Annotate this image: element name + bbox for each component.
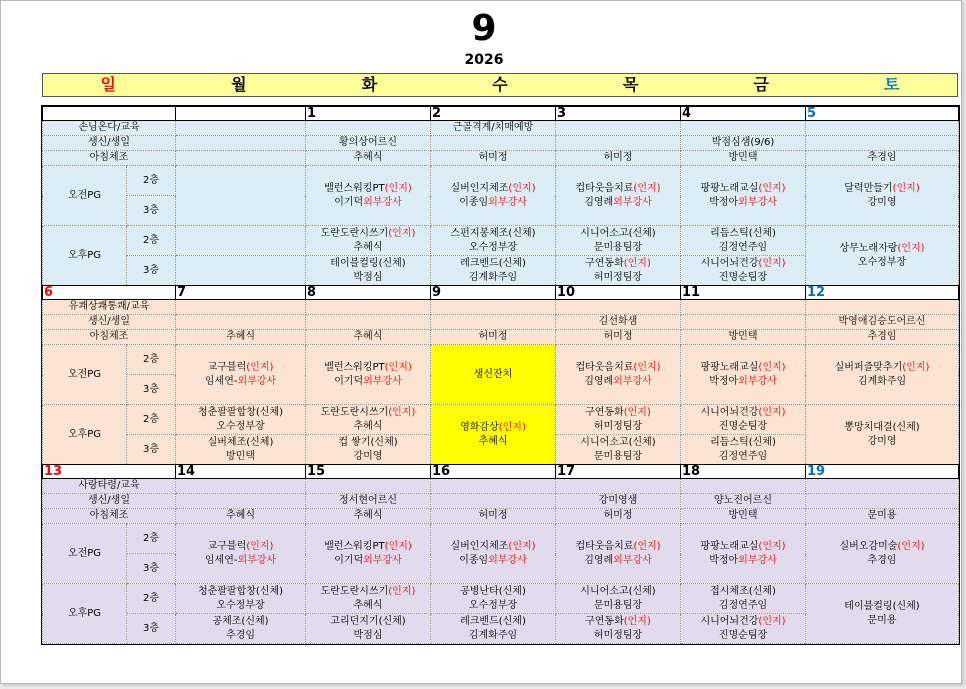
program-leader: 강미영 xyxy=(353,450,383,462)
date-cell: 8 xyxy=(306,286,431,300)
program-title: 실버체조(신체) xyxy=(207,436,274,448)
weekday-5: 금 xyxy=(753,75,769,94)
theme-row xyxy=(43,300,959,315)
program-leader: 방민택 xyxy=(226,450,255,462)
pm-program-cell xyxy=(681,226,806,256)
pm-program-cell xyxy=(176,584,306,614)
row-label: 아침체조 xyxy=(43,151,176,166)
red-note: 외부강사 xyxy=(363,196,402,208)
am-row-2f xyxy=(43,166,959,196)
red-note: 외부강사 xyxy=(363,375,402,387)
am-program-cell: 실버인지체조(인지) 이종임외부강사 xyxy=(431,166,556,226)
exercise-row xyxy=(43,330,959,345)
program-leader: 허미정팀장 xyxy=(593,420,643,432)
birthday-cell: 정서현어르신 xyxy=(306,494,431,509)
program-title: 컵 쌓기(신체) xyxy=(338,436,398,448)
pm-program-cell xyxy=(306,435,431,465)
weekday-4: 목 xyxy=(622,75,639,94)
pm-program-cell xyxy=(306,614,431,644)
floor-label: 3층 xyxy=(127,435,176,465)
program-leader: 오수정부장 xyxy=(857,256,907,268)
program-leader: 김계화주임 xyxy=(468,629,518,641)
birthday-cell xyxy=(176,494,306,509)
tag-cognitive: (인지) xyxy=(758,257,786,269)
red-note: (인지) xyxy=(758,540,786,552)
birthday-cell: 박점심샘(9/6) xyxy=(681,136,806,151)
weekday-6: 토 xyxy=(884,75,900,94)
date-cell: 16 xyxy=(431,465,556,479)
tag-cognitive: (인지) xyxy=(388,227,416,239)
red-note: 외부강사 xyxy=(738,375,777,387)
date-cell xyxy=(176,107,306,121)
am-program-cell: 컵타웃음치료(인지) 김영례외부강사 xyxy=(556,345,681,405)
row-label: 오전PG xyxy=(43,345,127,405)
red-note: (인지) xyxy=(897,540,925,552)
birthday-cell xyxy=(306,315,431,330)
theme-cell: 손님온다/교육 xyxy=(43,121,176,136)
exercise-cell: 방민택 xyxy=(681,330,806,345)
birthday-cell: 강미영샘 xyxy=(556,494,681,509)
tag-cognitive: (인지) xyxy=(623,257,651,269)
date-cell xyxy=(43,107,176,121)
program-title: 레크밴드(신체) xyxy=(460,257,526,269)
theme-cell: 유쾌상쾌통쾌/교육 xyxy=(43,300,176,315)
program-leader: 문미용팀장 xyxy=(593,241,643,253)
floor-label: 2층 xyxy=(127,584,176,614)
exercise-cell: 문미용 xyxy=(806,509,959,524)
row-label: 아침체조 xyxy=(43,330,176,345)
tag-cognitive: (인지) xyxy=(897,242,925,254)
exercise-cell: 허미정 xyxy=(556,151,681,166)
program-title: 테이블컬링(신체) xyxy=(844,600,920,612)
program-title: 구연동화(인지) xyxy=(585,615,651,627)
program-leader: 추혜식 xyxy=(353,420,383,432)
program-leader: 오수정부장 xyxy=(216,420,265,432)
movie-cell xyxy=(431,405,556,465)
pm-program-cell xyxy=(431,584,556,614)
event-cell: 근골격계/치매예방 xyxy=(431,121,556,136)
floor-label: 2층 xyxy=(127,226,176,256)
pm-program-cell xyxy=(556,256,681,286)
program-leader: 문미용팀장 xyxy=(593,599,643,611)
red-note: (인지) xyxy=(633,182,661,194)
weekday-1: 월 xyxy=(231,75,247,94)
red-note: 외부강사 xyxy=(613,554,652,566)
date-cell: 10 xyxy=(556,286,681,300)
red-note: 외부강사 xyxy=(237,375,277,387)
birthday-cell xyxy=(176,315,306,330)
red-note: (인지) xyxy=(246,361,274,373)
date-cell: 15 xyxy=(306,465,431,479)
am-program-cell: 교구블럭(인지) 임세연-외부강사 xyxy=(176,345,306,405)
birthday-cell xyxy=(806,494,959,509)
birthday-cell xyxy=(681,315,806,330)
am-row-2f xyxy=(43,524,959,554)
date-cell: 1 xyxy=(306,107,431,121)
weekday-2: 화 xyxy=(361,75,378,94)
row-label: 오후PG xyxy=(43,584,127,644)
program-leader: 추혜식 xyxy=(353,241,383,253)
pm-program-cell xyxy=(681,435,806,465)
pm-program-cell xyxy=(176,614,306,644)
tag-cognitive: (인지) xyxy=(498,421,526,433)
pm-program-cell xyxy=(306,584,431,614)
program-title: 시니어소고(신체) xyxy=(580,436,656,448)
red-note: (인지) xyxy=(384,540,412,552)
program-leader: 허미정팀장 xyxy=(593,629,643,641)
program-title: 영화감상(인지) xyxy=(460,421,526,433)
exercise-cell: 허미정 xyxy=(556,330,681,345)
program-leader: 김정연주임 xyxy=(718,450,768,462)
am-program-cell: 컵타웃음치료(인지) 김영례외부강사 xyxy=(556,166,681,226)
red-note: (인지) xyxy=(902,361,930,373)
am-program-cell: 밸런스워킹PT(인지) 이기덕외부강사 xyxy=(306,524,431,584)
red-note: (인지) xyxy=(246,540,274,552)
exercise-cell: 방민택 xyxy=(681,151,806,166)
date-cell: 17 xyxy=(556,465,681,479)
am-program-cell: 컵타웃음치료(인지) 김영례외부강사 xyxy=(556,524,681,584)
pm-program-cell xyxy=(681,584,806,614)
am-program-cell: 실버오감미술(인지) 추경임 xyxy=(806,524,959,584)
exercise-cell: 허미정 xyxy=(431,330,556,345)
tag-cognitive: (인지) xyxy=(758,615,786,627)
row-label: 오전PG xyxy=(43,524,127,584)
date-cell: 14 xyxy=(176,465,306,479)
red-note: 외부강사 xyxy=(613,196,652,208)
floor-label: 2층 xyxy=(127,345,176,375)
floor-label: 3층 xyxy=(127,196,176,226)
date-cell: 12 xyxy=(806,286,959,300)
row-label: 생신/생일 xyxy=(43,315,176,330)
program-title: 청춘팔팔합창(신체) xyxy=(197,585,284,597)
red-note: (인지) xyxy=(633,540,661,552)
exercise-row xyxy=(43,509,959,524)
year: 2026 xyxy=(464,52,504,68)
red-note: (인지) xyxy=(384,361,412,373)
am-program-cell: 밸런스워킹PT(인지) 이기덕외부강사 xyxy=(306,166,431,226)
exercise-row xyxy=(43,151,959,166)
birthday-row xyxy=(43,136,959,151)
red-note: (인지) xyxy=(384,182,412,194)
red-note: 외부강사 xyxy=(738,554,777,566)
program-title: 상무노래자랑(인지) xyxy=(839,242,925,254)
program-leader: 오수정부장 xyxy=(468,599,518,611)
pm-program-cell xyxy=(556,435,681,465)
theme-cell: 사랑타령/교육 xyxy=(43,479,176,494)
birthday-row xyxy=(43,315,959,330)
am-row-2f xyxy=(43,345,959,375)
tag-cognitive: (인지) xyxy=(623,615,651,627)
date-cell: 4 xyxy=(681,107,806,121)
red-note: (인지) xyxy=(758,361,786,373)
red-note: 외부강사 xyxy=(363,554,402,566)
floor-label: 3층 xyxy=(127,256,176,286)
program-title: 시니어뇌건강(인지) xyxy=(700,615,786,627)
schedule-table xyxy=(42,106,959,644)
birthday-row xyxy=(43,494,959,509)
program-leader: 추경임 xyxy=(226,629,255,641)
program-title: 구연동화(인지) xyxy=(585,257,651,269)
program-title: 시니어소고(신체) xyxy=(580,227,656,239)
date-cell: 19 xyxy=(806,465,959,479)
program-leader: 김계화주임 xyxy=(468,271,518,283)
date-cell: 9 xyxy=(431,286,556,300)
date-cell: 2 xyxy=(431,107,556,121)
exercise-cell: 추혜식 xyxy=(306,151,431,166)
row-label: 아침체조 xyxy=(43,509,176,524)
program-title: 뽕망치대결(신체) xyxy=(844,421,920,433)
program-title: 도란도란시쓰기(인지) xyxy=(320,406,416,418)
red-note: 외부강사 xyxy=(613,375,652,387)
pm-program-cell xyxy=(176,226,306,256)
date-cell: 11 xyxy=(681,286,806,300)
am-program-cell: 밸런스워킹PT(인지) 이기덕외부강사 xyxy=(306,345,431,405)
program-leader: 진명순팀장 xyxy=(718,629,768,641)
pm-program-cell xyxy=(176,435,306,465)
red-note: 외부강사 xyxy=(237,554,277,566)
row-label: 오후PG xyxy=(43,226,127,286)
exercise-cell: 추경임 xyxy=(806,151,959,166)
pm-program-cell xyxy=(681,256,806,286)
birthday-cell xyxy=(431,315,556,330)
program-title: 시니어뇌건강(인지) xyxy=(700,257,786,269)
program-title: 리듬스틱(신체) xyxy=(710,227,776,239)
am-program-cell: 교구블럭(인지) 임세연-외부강사 xyxy=(176,524,306,584)
floor-label: 3층 xyxy=(127,554,176,584)
row-label: 오전PG xyxy=(43,166,127,226)
pm-program-cell xyxy=(176,405,306,435)
birthday-cell: 김선화샘 xyxy=(556,315,681,330)
pm-row-2f xyxy=(43,584,959,614)
tag-cognitive: (인지) xyxy=(388,585,416,597)
red-note: (인지) xyxy=(892,182,920,194)
date-cell: 6 xyxy=(43,286,176,300)
pm-program-cell xyxy=(681,405,806,435)
date-row xyxy=(43,107,959,121)
program-leader: 김정연주임 xyxy=(718,241,768,253)
program-title: 시니어뇌건강(인지) xyxy=(700,406,786,418)
pm-row-2f xyxy=(43,226,959,256)
red-note: 외부강사 xyxy=(488,196,527,208)
pm-program-cell xyxy=(306,226,431,256)
birthday-cell xyxy=(431,136,556,151)
exercise-cell: 추경임 xyxy=(806,330,959,345)
am-program-cell: 실버인지체조(인지) 이종임외부강사 xyxy=(431,524,556,584)
date-cell: 13 xyxy=(43,465,176,479)
exercise-cell: 추혜식 xyxy=(306,330,431,345)
month-number: 9 xyxy=(471,8,497,49)
row-label: 생신/생일 xyxy=(43,494,176,509)
red-note: (인지) xyxy=(508,540,536,552)
program-leader: 오수정부장 xyxy=(468,241,518,253)
program-title: 레크밴드(신체) xyxy=(460,615,526,627)
pm-row-2f xyxy=(43,405,959,435)
birthday-cell xyxy=(556,136,681,151)
date-row xyxy=(43,286,959,300)
floor-label: 2층 xyxy=(127,166,176,196)
red-note: 외부강사 xyxy=(488,554,527,566)
am-program-cell: 팡팡노래교실(인지) 박정아외부강사 xyxy=(681,524,806,584)
program-leader: 추혜식 xyxy=(353,599,383,611)
floor-label: 2층 xyxy=(127,524,176,554)
program-title: 시니어소고(신체) xyxy=(580,585,656,597)
exercise-cell: 허미정 xyxy=(431,509,556,524)
pm-program-cell xyxy=(556,614,681,644)
am-program-cell xyxy=(176,166,306,226)
weekday-0: 일 xyxy=(100,75,117,94)
row-label: 오후PG xyxy=(43,405,127,465)
program-leader: 강미영 xyxy=(867,435,897,447)
birthday-cell: 박영애김승도어르신 xyxy=(806,315,959,330)
theme-row xyxy=(43,121,959,136)
pm-program-cell xyxy=(556,226,681,256)
exercise-cell: 추혜식 xyxy=(176,509,306,524)
date-cell: 3 xyxy=(556,107,681,121)
program-leader: 문미용팀장 xyxy=(593,450,643,462)
weekday-3: 수 xyxy=(492,75,508,94)
floor-label: 3층 xyxy=(127,375,176,405)
program-title: 고리던지기(신체) xyxy=(330,615,406,627)
program-title: 테이블컬링(신체) xyxy=(330,257,406,269)
am-program-cell: 팡팡노래교실(인지) 박정아외부강사 xyxy=(681,166,806,226)
program-leader: 진명순팀장 xyxy=(718,271,768,283)
tag-cognitive: (인지) xyxy=(623,406,651,418)
pm-program-cell xyxy=(556,405,681,435)
pm-program-cell xyxy=(806,584,959,644)
pm-program-cell xyxy=(306,256,431,286)
pm-program-cell xyxy=(176,256,306,286)
program-title: 스펀지봉체조(신체) xyxy=(450,227,536,239)
program-title: 구연동화(인지) xyxy=(585,406,651,418)
am-program-cell: 팡팡노래교실(인지) 박정아외부강사 xyxy=(681,345,806,405)
program-title: 도란도란시쓰기(인지) xyxy=(320,585,416,597)
exercise-cell: 추혜식 xyxy=(176,330,306,345)
pm-program-cell xyxy=(306,405,431,435)
pm-program-cell xyxy=(431,226,556,256)
exercise-cell: 추혜식 xyxy=(306,509,431,524)
program-leader: 진명순팀장 xyxy=(718,420,768,432)
floor-label: 2층 xyxy=(127,405,176,435)
program-leader: 문미용 xyxy=(867,614,897,626)
pm-program-cell xyxy=(556,584,681,614)
tag-cognitive: (인지) xyxy=(388,406,416,418)
pm-program-cell xyxy=(431,256,556,286)
birthday-cell: 황의상어르신 xyxy=(306,136,431,151)
exercise-cell xyxy=(176,151,306,166)
red-note: 외부강사 xyxy=(738,196,777,208)
floor-label: 3층 xyxy=(127,614,176,644)
birthday-party-cell: 생신잔치 xyxy=(431,345,556,405)
pm-program-cell xyxy=(806,226,959,286)
program-title: 리듬스틱(신체) xyxy=(710,436,776,448)
pm-program-cell xyxy=(681,614,806,644)
program-title: 청춘팔팔합창(신체) xyxy=(197,406,284,418)
red-note: (인지) xyxy=(758,182,786,194)
theme-row xyxy=(43,479,959,494)
date-cell: 5 xyxy=(806,107,959,121)
program-title: 공체조(신체) xyxy=(212,615,269,627)
am-program-cell: 달력만들기(인지) 강미영 xyxy=(806,166,959,226)
birthday-cell: 양노진어르신 xyxy=(681,494,806,509)
program-leader: 박점심 xyxy=(353,629,383,641)
tag-cognitive: (인지) xyxy=(758,406,786,418)
pm-program-cell xyxy=(431,614,556,644)
birthday-cell xyxy=(176,136,306,151)
row-label: 생신/생일 xyxy=(43,136,176,151)
program-leader: 박점심 xyxy=(353,271,383,283)
exercise-cell: 허미정 xyxy=(431,151,556,166)
date-cell: 7 xyxy=(176,286,306,300)
program-leader: 오수정부장 xyxy=(216,599,265,611)
date-row xyxy=(43,465,959,479)
red-note: (인지) xyxy=(633,361,661,373)
program-leader: 김정연주임 xyxy=(718,599,768,611)
weekday-header xyxy=(42,73,958,97)
exercise-cell: 허미정 xyxy=(556,509,681,524)
program-title: 공병난타(신체) xyxy=(460,585,526,597)
pm-program-cell xyxy=(806,405,959,465)
program-leader: 추혜식 xyxy=(478,435,508,447)
exercise-cell: 방민택 xyxy=(681,509,806,524)
program-title: 도란도란시쓰기(인지) xyxy=(320,227,416,239)
program-leader: 허미정팀장 xyxy=(593,271,643,283)
birthday-cell xyxy=(431,494,556,509)
program-title: 접시체조(신체) xyxy=(710,585,776,597)
date-cell: 18 xyxy=(681,465,806,479)
red-note: (인지) xyxy=(508,182,536,194)
birthday-cell xyxy=(806,136,959,151)
am-program-cell: 실버퍼즐맞추기(인지) 김계화주임 xyxy=(806,345,959,405)
